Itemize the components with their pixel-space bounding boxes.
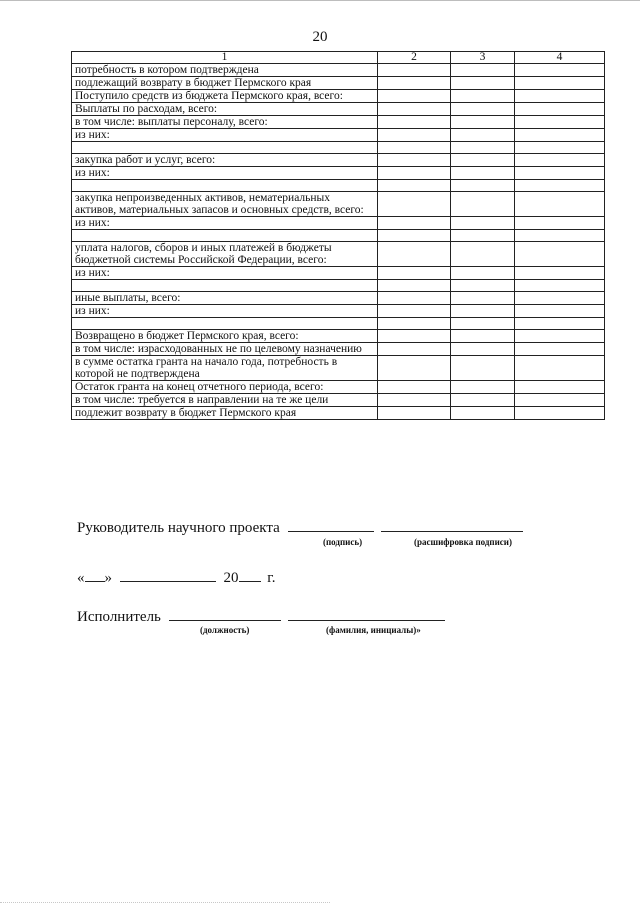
table-row: [72, 305, 605, 318]
executor-name-field[interactable]: [288, 606, 445, 621]
value-cell[interactable]: [378, 305, 451, 318]
signature-line: [77, 517, 523, 537]
row-label-cell: Выплаты по расходам, всего:: [72, 103, 378, 116]
value-cell[interactable]: [515, 230, 605, 242]
value-cell[interactable]: [378, 267, 451, 280]
value-cell[interactable]: [378, 394, 451, 407]
executor-label: Исполнитель: [77, 609, 161, 625]
value-cell[interactable]: [378, 116, 451, 129]
date-close-quote: »: [104, 570, 112, 586]
value-cell[interactable]: [515, 116, 605, 129]
value-cell[interactable]: [378, 230, 451, 242]
row-label-cell: закупка работ и услуг, всего:: [72, 154, 378, 167]
value-cell[interactable]: [451, 230, 515, 242]
table-row: [72, 330, 605, 343]
value-cell[interactable]: [451, 154, 515, 167]
date-year-suffix: г.: [267, 570, 276, 586]
value-cell[interactable]: [378, 90, 451, 103]
value-cell[interactable]: [378, 64, 451, 77]
row-label-cell: в сумме остатка гранта на начало года, потребность в которой не подтверждена: [72, 356, 378, 381]
value-cell[interactable]: [451, 142, 515, 154]
value-cell[interactable]: [378, 77, 451, 90]
value-cell[interactable]: [451, 129, 515, 142]
value-cell[interactable]: [515, 356, 605, 381]
row-label-cell: [72, 230, 378, 242]
row-label-cell: в том числе: израсходованных не по целевому назначению: [72, 343, 378, 356]
value-cell[interactable]: [451, 116, 515, 129]
executor-line: [77, 606, 445, 626]
value-cell[interactable]: [378, 407, 451, 420]
table-row: [72, 180, 605, 192]
table-row: [72, 407, 605, 420]
date-day-field[interactable]: [85, 567, 105, 582]
row-label-cell: закупка непроизведенных активов, нематериальных активов, материальных запасов и основных средств, всего:: [72, 192, 378, 217]
value-cell[interactable]: [378, 381, 451, 394]
column-header: 1: [72, 52, 378, 64]
row-label-cell: из них:: [72, 129, 378, 142]
value-cell[interactable]: [451, 330, 515, 343]
value-cell[interactable]: [515, 90, 605, 103]
table-row: [72, 103, 605, 116]
value-cell[interactable]: [451, 305, 515, 318]
value-cell[interactable]: [451, 292, 515, 305]
table-row: [72, 356, 605, 381]
row-label-cell: [72, 142, 378, 154]
table-row: [72, 142, 605, 154]
value-cell[interactable]: [378, 343, 451, 356]
row-label-cell: уплата налогов, сборов и иных платежей в бюджеты бюджетной системы Российской Федерации, всего:: [72, 242, 378, 267]
value-cell[interactable]: [378, 192, 451, 217]
scan-artifact-line: [0, 900, 330, 903]
value-cell[interactable]: [515, 394, 605, 407]
value-cell[interactable]: [451, 192, 515, 217]
row-label-cell: из них:: [72, 305, 378, 318]
table-row: [72, 280, 605, 292]
value-cell[interactable]: [451, 180, 515, 192]
column-header: 2: [378, 52, 451, 64]
value-cell[interactable]: [451, 356, 515, 381]
signature-caption: (подпись): [323, 537, 363, 547]
table-row: [72, 167, 605, 180]
value-cell[interactable]: [378, 103, 451, 116]
value-cell[interactable]: [515, 142, 605, 154]
value-cell[interactable]: [515, 242, 605, 267]
row-label-cell: Возвращено в бюджет Пермского края, всего:: [72, 330, 378, 343]
table-row: [72, 64, 605, 77]
row-label-cell: из них:: [72, 217, 378, 230]
value-cell[interactable]: [451, 77, 515, 90]
signature-field[interactable]: [288, 517, 374, 532]
column-header: 4: [515, 52, 605, 64]
top-rule: [0, 0, 640, 1]
row-label-cell: подлежащий возврату в бюджет Пермского края: [72, 77, 378, 90]
value-cell[interactable]: [451, 407, 515, 420]
executor-name-caption: (фамилия, инициалы)»: [326, 625, 421, 635]
value-cell[interactable]: [515, 305, 605, 318]
value-cell[interactable]: [451, 103, 515, 116]
value-cell[interactable]: [515, 318, 605, 330]
row-label-cell: [72, 280, 378, 292]
value-cell[interactable]: [515, 77, 605, 90]
value-cell[interactable]: [378, 142, 451, 154]
date-year-field[interactable]: [239, 567, 261, 582]
value-cell[interactable]: [515, 330, 605, 343]
table-row: [72, 343, 605, 356]
executor-position-caption: (должность): [200, 625, 250, 635]
table-row: [72, 242, 605, 267]
value-cell[interactable]: [378, 180, 451, 192]
signature-decode-field[interactable]: [381, 517, 523, 532]
value-cell[interactable]: [515, 154, 605, 167]
value-cell[interactable]: [378, 217, 451, 230]
value-cell[interactable]: [451, 242, 515, 267]
value-cell[interactable]: [378, 154, 451, 167]
value-cell[interactable]: [515, 407, 605, 420]
value-cell[interactable]: [451, 280, 515, 292]
table-row: [72, 292, 605, 305]
value-cell[interactable]: [451, 64, 515, 77]
value-cell[interactable]: [378, 242, 451, 267]
value-cell[interactable]: [378, 330, 451, 343]
value-cell[interactable]: [451, 343, 515, 356]
value-cell[interactable]: [515, 381, 605, 394]
value-cell[interactable]: [451, 318, 515, 330]
table-header-row: [72, 52, 605, 64]
value-cell[interactable]: [515, 292, 605, 305]
value-cell[interactable]: [451, 394, 515, 407]
report-table: [71, 51, 605, 420]
table-row: [72, 267, 605, 280]
date-month-field[interactable]: [120, 567, 216, 582]
value-cell[interactable]: [515, 192, 605, 217]
value-cell[interactable]: [515, 180, 605, 192]
value-cell[interactable]: [515, 103, 605, 116]
value-cell[interactable]: [515, 167, 605, 180]
row-label-cell: Остаток гранта на конец отчетного периода, всего:: [72, 381, 378, 394]
row-label-cell: из них:: [72, 267, 378, 280]
page-number: 20: [312, 29, 328, 45]
date-line: [77, 567, 275, 587]
table-row: [72, 77, 605, 90]
table-row: [72, 217, 605, 230]
value-cell[interactable]: [515, 129, 605, 142]
table-row: [72, 318, 605, 330]
value-cell[interactable]: [515, 267, 605, 280]
row-label-cell: подлежит возврату в бюджет Пермского края: [72, 407, 378, 420]
row-label-cell: [72, 180, 378, 192]
value-cell[interactable]: [378, 280, 451, 292]
row-label-cell: из них:: [72, 167, 378, 180]
value-cell[interactable]: [515, 64, 605, 77]
table-row: [72, 116, 605, 129]
executor-position-field[interactable]: [169, 606, 281, 621]
row-label-cell: Поступило средств из бюджета Пермского края, всего:: [72, 90, 378, 103]
value-cell[interactable]: [451, 381, 515, 394]
signature-decode-caption: (расшифровка подписи): [414, 537, 512, 547]
table-row: [72, 230, 605, 242]
table-row: [72, 129, 605, 142]
value-cell[interactable]: [451, 167, 515, 180]
value-cell[interactable]: [451, 267, 515, 280]
value-cell[interactable]: [515, 280, 605, 292]
value-cell[interactable]: [451, 217, 515, 230]
table-row: [72, 394, 605, 407]
value-cell[interactable]: [515, 343, 605, 356]
value-cell[interactable]: [378, 129, 451, 142]
table-row: [72, 192, 605, 217]
table-row: [72, 90, 605, 103]
value-cell[interactable]: [378, 318, 451, 330]
value-cell[interactable]: [378, 292, 451, 305]
date-open-quote: «: [77, 570, 85, 586]
row-label-cell: в том числе: выплаты персоналу, всего:: [72, 116, 378, 129]
row-label-cell: иные выплаты, всего:: [72, 292, 378, 305]
date-year-prefix: 20: [223, 570, 239, 586]
table-row: [72, 154, 605, 167]
value-cell[interactable]: [378, 356, 451, 381]
table-row: [72, 381, 605, 394]
value-cell[interactable]: [515, 217, 605, 230]
value-cell[interactable]: [451, 90, 515, 103]
row-label-cell: в том числе: требуется в направлении на те же цели: [72, 394, 378, 407]
value-cell[interactable]: [378, 167, 451, 180]
row-label-cell: [72, 318, 378, 330]
row-label-cell: потребность в котором подтверждена: [72, 64, 378, 77]
signature-label: Руководитель научного проекта: [77, 520, 280, 536]
column-header: 3: [451, 52, 515, 64]
